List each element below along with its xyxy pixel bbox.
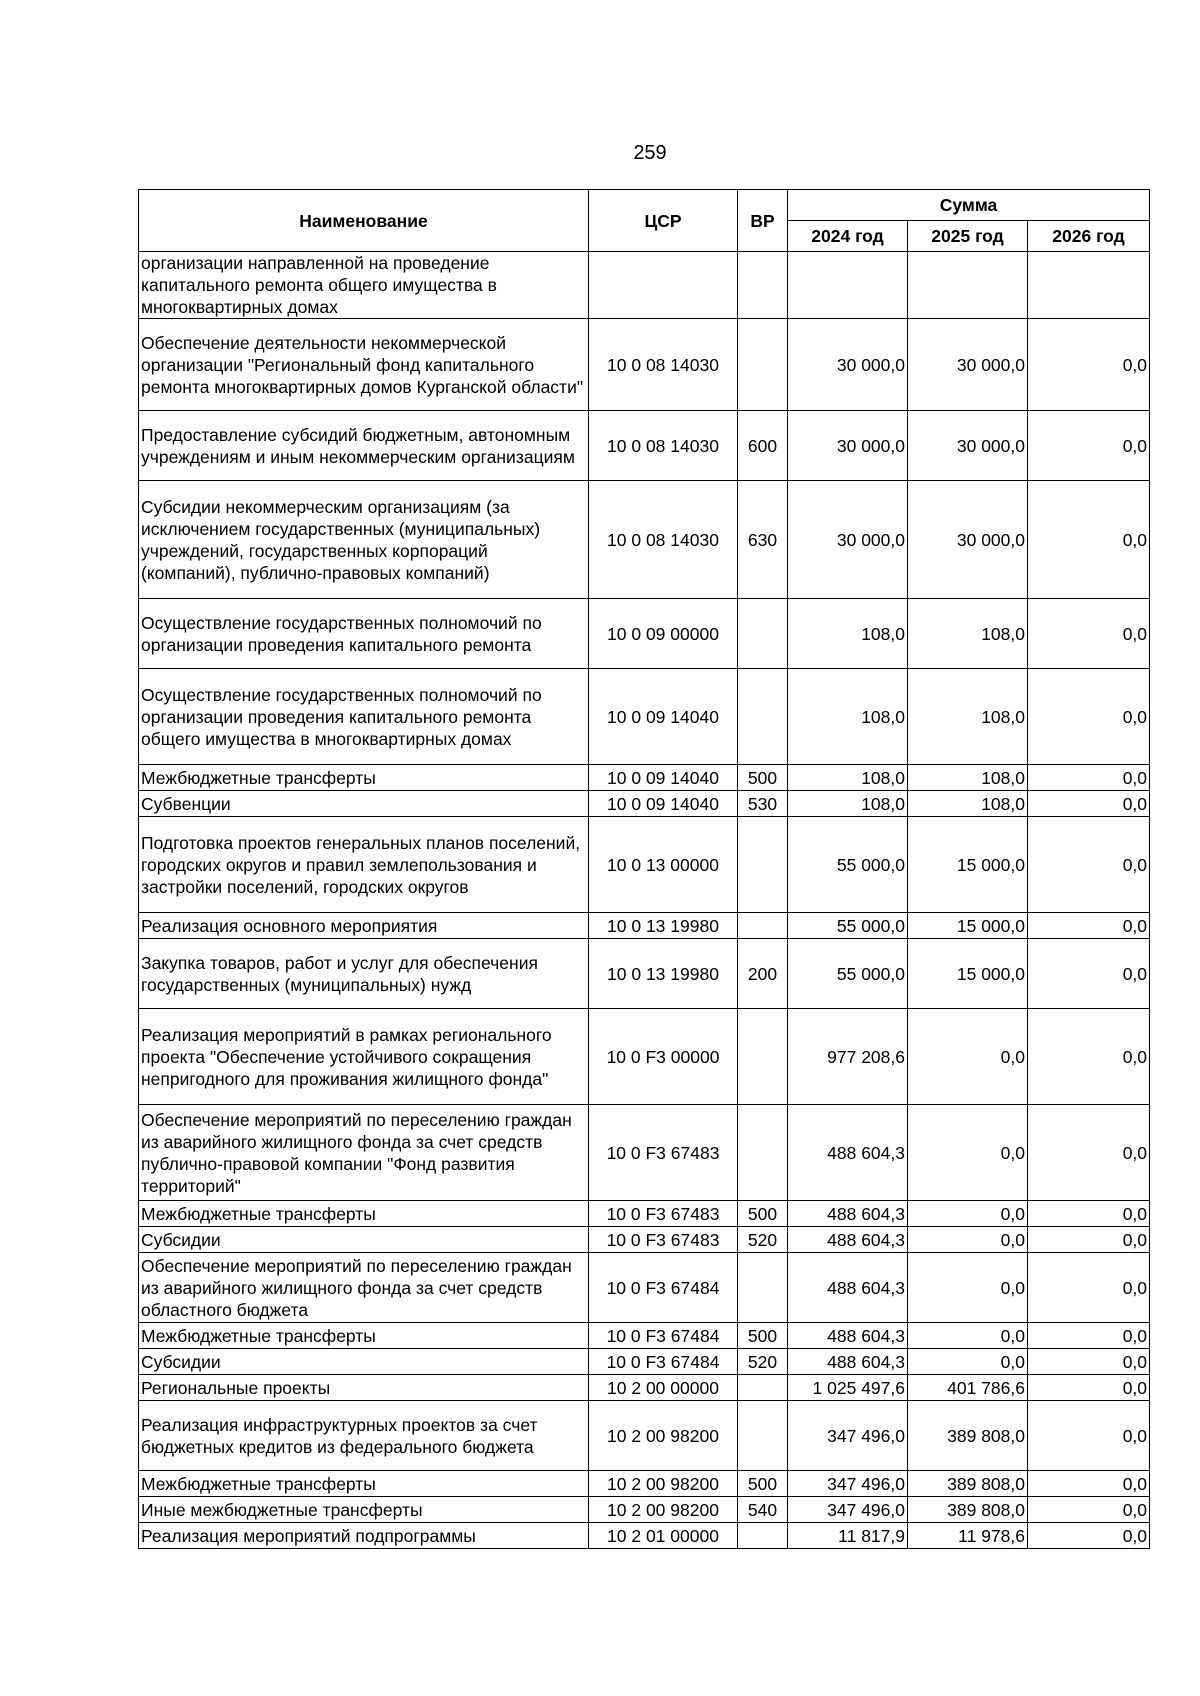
row-value-2025: 389 808,0 <box>908 1401 1028 1471</box>
row-csr: 10 0 13 19980 <box>589 939 738 1009</box>
table-row <box>139 817 1150 913</box>
row-csr: 10 2 00 98200 <box>589 1471 738 1497</box>
row-value-2025: 15 000,0 <box>908 817 1028 913</box>
row-name: Обеспечение мероприятий по переселению граждан из аварийного жилищного фонда за счет средств областного бюджета <box>139 1253 589 1323</box>
row-csr: 10 0 F3 67484 <box>589 1323 738 1349</box>
row-vr <box>738 913 788 939</box>
row-value-2026: 0,0 <box>1028 817 1150 913</box>
row-vr <box>738 669 788 765</box>
table-row <box>139 1253 1150 1323</box>
row-value-2025: 30 000,0 <box>908 319 1028 411</box>
row-name: Межбюджетные трансферты <box>139 1471 589 1497</box>
row-value-2025: 0,0 <box>908 1227 1028 1253</box>
row-vr: 500 <box>738 765 788 791</box>
row-value-2025: 0,0 <box>908 1349 1028 1375</box>
row-value-2026: 0,0 <box>1028 1375 1150 1401</box>
row-value-2026: 0,0 <box>1028 1471 1150 1497</box>
row-vr: 520 <box>738 1349 788 1375</box>
table-row <box>139 669 1150 765</box>
row-name: Подготовка проектов генеральных планов поселений, городских округов и правил землепользования и застройки поселений, городских округов <box>139 817 589 913</box>
header-2026: 2026 год <box>1028 221 1150 252</box>
row-value-2026: 0,0 <box>1028 669 1150 765</box>
row-value-2026: 0,0 <box>1028 1253 1150 1323</box>
row-name: организации направленной на проведение капитального ремонта общего имущества в многоквартирных домах <box>139 252 589 319</box>
row-vr <box>738 1253 788 1323</box>
row-csr: 10 2 01 00000 <box>589 1523 738 1549</box>
row-name: Межбюджетные трансферты <box>139 1323 589 1349</box>
table-row <box>139 1471 1150 1497</box>
row-value-2026: 0,0 <box>1028 481 1150 599</box>
row-value-2024: 108,0 <box>788 599 908 669</box>
row-value-2024: 30 000,0 <box>788 411 908 481</box>
budget-table <box>138 189 1150 1549</box>
row-name: Обеспечение деятельности некоммерческой организации "Региональный фонд капитального ремонта многоквартирных домов Курганской области" <box>139 319 589 411</box>
row-name: Предоставление субсидий бюджетным, автономным учреждениям и иным некоммерческим организациям <box>139 411 589 481</box>
row-vr <box>738 319 788 411</box>
row-value-2025: 401 786,6 <box>908 1375 1028 1401</box>
table-row <box>139 939 1150 1009</box>
row-csr: 10 2 00 98200 <box>589 1497 738 1523</box>
row-name: Осуществление государственных полномочий по организации проведения капитального ремонта <box>139 599 589 669</box>
row-value-2024: 488 604,3 <box>788 1201 908 1227</box>
row-csr: 10 0 13 19980 <box>589 913 738 939</box>
row-value-2026: 0,0 <box>1028 1497 1150 1523</box>
row-name: Осуществление государственных полномочий по организации проведения капитального ремонта общего имущества в многоквартирных домах <box>139 669 589 765</box>
table-row <box>139 1323 1150 1349</box>
row-name: Закупка товаров, работ и услуг для обеспечения государственных (муниципальных) нужд <box>139 939 589 1009</box>
row-vr <box>738 1009 788 1105</box>
row-value-2025: 0,0 <box>908 1009 1028 1105</box>
table-row <box>139 1105 1150 1201</box>
row-csr: 10 0 F3 67484 <box>589 1253 738 1323</box>
row-value-2025: 389 808,0 <box>908 1471 1028 1497</box>
row-value-2025: 0,0 <box>908 1253 1028 1323</box>
row-value-2024: 488 604,3 <box>788 1105 908 1201</box>
row-value-2026: 0,0 <box>1028 765 1150 791</box>
row-value-2024: 55 000,0 <box>788 939 908 1009</box>
row-csr: 10 0 13 00000 <box>589 817 738 913</box>
header-2025: 2025 год <box>908 221 1028 252</box>
row-vr <box>738 252 788 319</box>
row-name: Обеспечение мероприятий по переселению граждан из аварийного жилищного фонда за счет средств публично-правовой компании "Фонд развития территорий" <box>139 1105 589 1201</box>
row-vr <box>738 1105 788 1201</box>
row-value-2024: 347 496,0 <box>788 1401 908 1471</box>
row-value-2025: 108,0 <box>908 599 1028 669</box>
row-csr: 10 0 08 14030 <box>589 319 738 411</box>
row-value-2026: 0,0 <box>1028 411 1150 481</box>
row-value-2024: 488 604,3 <box>788 1227 908 1253</box>
row-value-2025: 30 000,0 <box>908 481 1028 599</box>
row-csr: 10 0 F3 67483 <box>589 1105 738 1201</box>
row-value-2025 <box>908 252 1028 319</box>
row-vr: 630 <box>738 481 788 599</box>
row-value-2025: 108,0 <box>908 765 1028 791</box>
table-row <box>139 1523 1150 1549</box>
row-value-2024: 108,0 <box>788 791 908 817</box>
header-sum: Сумма <box>788 190 1150 221</box>
table-row <box>139 1201 1150 1227</box>
row-vr: 600 <box>738 411 788 481</box>
row-value-2026: 0,0 <box>1028 1227 1150 1253</box>
row-value-2026: 0,0 <box>1028 1523 1150 1549</box>
row-value-2026: 0,0 <box>1028 913 1150 939</box>
row-vr: 540 <box>738 1497 788 1523</box>
row-vr: 520 <box>738 1227 788 1253</box>
row-value-2025: 389 808,0 <box>908 1497 1028 1523</box>
row-value-2025: 11 978,6 <box>908 1523 1028 1549</box>
header-csr: ЦСР <box>589 190 738 252</box>
row-csr: 10 0 F3 00000 <box>589 1009 738 1105</box>
row-value-2026: 0,0 <box>1028 791 1150 817</box>
row-value-2026: 0,0 <box>1028 599 1150 669</box>
row-value-2024: 488 604,3 <box>788 1349 908 1375</box>
table-row <box>139 1009 1150 1105</box>
row-name: Иные межбюджетные трансферты <box>139 1497 589 1523</box>
row-vr: 500 <box>738 1201 788 1227</box>
row-value-2026: 0,0 <box>1028 1323 1150 1349</box>
row-csr: 10 0 09 00000 <box>589 599 738 669</box>
row-value-2025: 15 000,0 <box>908 939 1028 1009</box>
table-row <box>139 1497 1150 1523</box>
row-name: Реализация инфраструктурных проектов за счет бюджетных кредитов из федерального бюджета <box>139 1401 589 1471</box>
row-value-2026 <box>1028 252 1150 319</box>
table-row <box>139 791 1150 817</box>
row-value-2024: 11 817,9 <box>788 1523 908 1549</box>
row-name: Реализация мероприятий подпрограммы <box>139 1523 589 1549</box>
table-row <box>139 319 1150 411</box>
row-value-2024: 347 496,0 <box>788 1471 908 1497</box>
row-value-2025: 108,0 <box>908 791 1028 817</box>
row-value-2025: 15 000,0 <box>908 913 1028 939</box>
row-value-2024: 55 000,0 <box>788 817 908 913</box>
row-name: Субвенции <box>139 791 589 817</box>
row-name: Региональные проекты <box>139 1375 589 1401</box>
table-row <box>139 1375 1150 1401</box>
table-row <box>139 599 1150 669</box>
row-value-2024 <box>788 252 908 319</box>
row-vr: 500 <box>738 1323 788 1349</box>
row-value-2024: 488 604,3 <box>788 1323 908 1349</box>
row-value-2026: 0,0 <box>1028 939 1150 1009</box>
row-csr: 10 0 F3 67483 <box>589 1227 738 1253</box>
row-value-2024: 108,0 <box>788 765 908 791</box>
table-row <box>139 1349 1150 1375</box>
table-row <box>139 913 1150 939</box>
table-row <box>139 1227 1150 1253</box>
row-name: Субсидии <box>139 1349 589 1375</box>
row-value-2024: 1 025 497,6 <box>788 1375 908 1401</box>
row-csr: 10 0 F3 67483 <box>589 1201 738 1227</box>
table-row <box>139 765 1150 791</box>
row-value-2026: 0,0 <box>1028 1349 1150 1375</box>
row-csr: 10 0 08 14030 <box>589 411 738 481</box>
row-vr <box>738 817 788 913</box>
row-value-2024: 30 000,0 <box>788 319 908 411</box>
row-value-2026: 0,0 <box>1028 1401 1150 1471</box>
table-row <box>139 1401 1150 1471</box>
row-value-2025: 30 000,0 <box>908 411 1028 481</box>
row-value-2024: 108,0 <box>788 669 908 765</box>
row-name: Межбюджетные трансферты <box>139 1201 589 1227</box>
row-value-2026: 0,0 <box>1028 1105 1150 1201</box>
budget-table-container <box>138 189 1150 1549</box>
row-vr <box>738 1375 788 1401</box>
row-value-2026: 0,0 <box>1028 1201 1150 1227</box>
header-2024: 2024 год <box>788 221 908 252</box>
row-name: Реализация основного мероприятия <box>139 913 589 939</box>
row-csr: 10 0 09 14040 <box>589 765 738 791</box>
row-vr: 200 <box>738 939 788 1009</box>
row-vr <box>738 1401 788 1471</box>
row-value-2024: 55 000,0 <box>788 913 908 939</box>
row-name: Реализация мероприятий в рамках регионального проекта "Обеспечение устойчивого сокращения непригодного для проживания жилищного фонда" <box>139 1009 589 1105</box>
row-value-2024: 977 208,6 <box>788 1009 908 1105</box>
row-csr: 10 0 08 14030 <box>589 481 738 599</box>
row-value-2024: 30 000,0 <box>788 481 908 599</box>
row-value-2025: 0,0 <box>908 1105 1028 1201</box>
row-value-2025: 0,0 <box>908 1201 1028 1227</box>
row-value-2026: 0,0 <box>1028 319 1150 411</box>
row-csr: 10 0 F3 67484 <box>589 1349 738 1375</box>
row-value-2026: 0,0 <box>1028 1009 1150 1105</box>
row-name: Субсидии <box>139 1227 589 1253</box>
header-vr: ВР <box>738 190 788 252</box>
row-value-2025: 108,0 <box>908 669 1028 765</box>
table-body <box>139 252 1150 1549</box>
row-value-2024: 488 604,3 <box>788 1253 908 1323</box>
row-csr <box>589 252 738 319</box>
row-vr: 500 <box>738 1471 788 1497</box>
row-csr: 10 0 09 14040 <box>589 791 738 817</box>
row-name: Субсидии некоммерческим организациям (за исключением государственных (муниципальных) учреждений, государственных корпораций (компаний), публично-правовых компаний) <box>139 481 589 599</box>
row-name: Межбюджетные трансферты <box>139 765 589 791</box>
row-vr: 530 <box>738 791 788 817</box>
header-name: Наименование <box>139 190 589 252</box>
row-vr <box>738 1523 788 1549</box>
page-number: 259 <box>633 142 667 164</box>
table-row <box>139 481 1150 599</box>
row-value-2025: 0,0 <box>908 1323 1028 1349</box>
row-vr <box>738 599 788 669</box>
row-csr: 10 2 00 00000 <box>589 1375 738 1401</box>
table-row <box>139 252 1150 319</box>
table-header-row <box>139 190 1150 221</box>
row-csr: 10 2 00 98200 <box>589 1401 738 1471</box>
table-row <box>139 411 1150 481</box>
row-csr: 10 0 09 14040 <box>589 669 738 765</box>
row-value-2024: 347 496,0 <box>788 1497 908 1523</box>
